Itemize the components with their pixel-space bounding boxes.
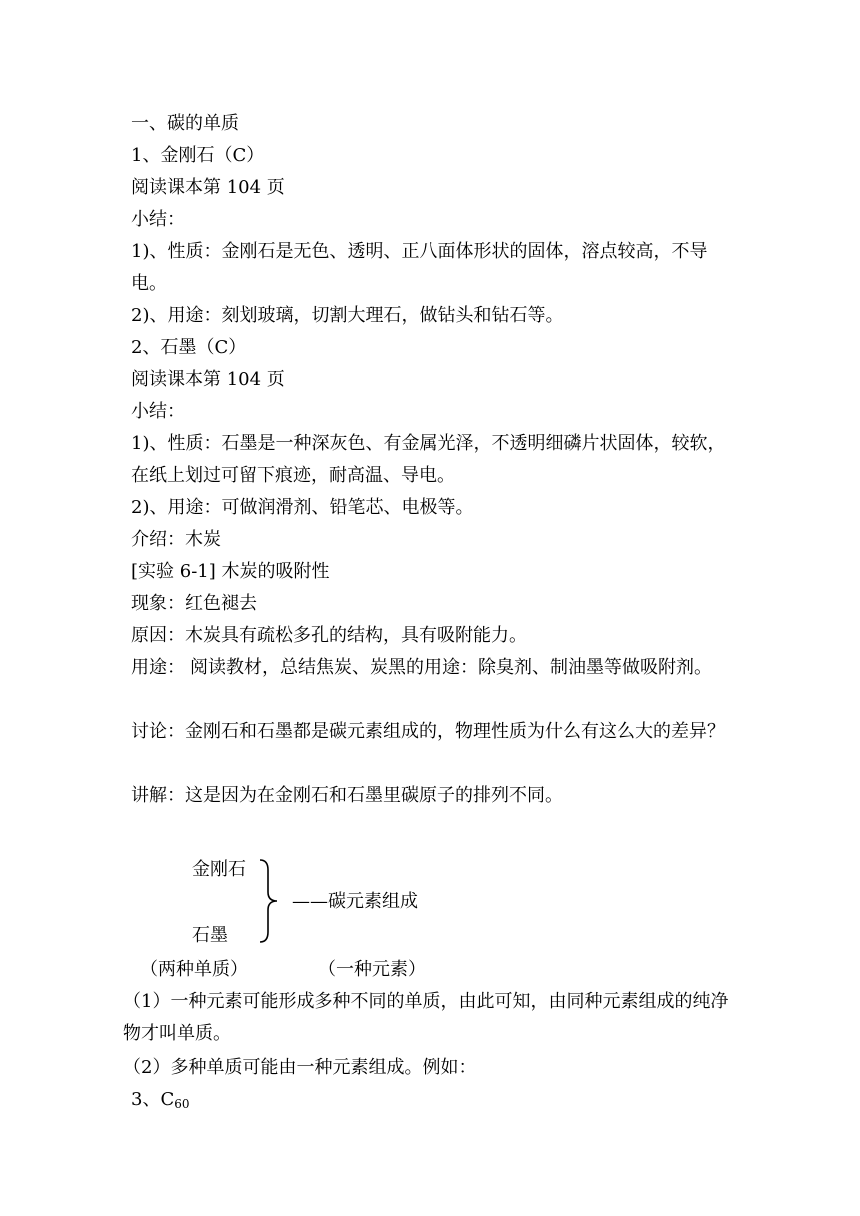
note-1: （1）一种元素可能形成多种不同的单质，由此可知，由同种元素组成的纯净物才叫单质。 — [123, 991, 729, 1044]
experiment-title: [实验 6-1] 木炭的吸附性 — [131, 561, 330, 582]
summary-label-2: 小结： — [131, 401, 185, 422]
graphite-properties: 1)、性质：石墨是一种深灰色、有金属光泽，不透明细磷片状固体，较软，在纸上划过可留下痕迹，耐高温、导电。 — [131, 433, 726, 486]
discussion-text: 金刚石和石墨都是碳元素组成的，物理性质为什么有这么大的差异？ — [185, 721, 725, 742]
reading-note: 阅读课本第 104 页 — [131, 177, 285, 198]
uses-text: 阅读教材，总结焦炭、炭黑的用途：除臭剂、制油墨等做吸附剂。 — [190, 657, 712, 678]
explanation: 讲解：这是因为在金刚石和石墨里碳原子的排列不同。 — [131, 785, 563, 806]
diagram-item-graphite: 石墨 — [192, 925, 228, 946]
diamond-uses: 2)、用途：刻划玻璃，切割大理石，做钻头和钻石等。 — [131, 305, 564, 326]
reading-note-2: 阅读课本第 104 页 — [131, 369, 285, 390]
charcoal-intro: 介绍：木炭 — [131, 529, 221, 550]
uses-paragraph — [131, 652, 741, 684]
diagram-item-diamond: 金刚石 — [192, 859, 246, 880]
phenomenon: 现象：红色褪去 — [131, 593, 257, 614]
uses-label: 用途： — [131, 657, 185, 678]
discussion-paragraph — [131, 716, 741, 748]
diagram-caption-right: （一种元素） — [318, 959, 426, 980]
reason: 原因：木炭具有疏松多孔的结构，具有吸附能力。 — [131, 625, 527, 646]
section-heading: 一、碳的单质 — [131, 113, 239, 134]
c60-prefix: 3、C — [131, 1089, 175, 1110]
c60-subscript: 60 — [174, 1097, 190, 1111]
discussion-label: 讨论： — [131, 721, 185, 742]
c60-heading — [131, 1088, 190, 1112]
diamond-properties: 1)、性质：金刚石是无色、透明、正八面体形状的固体，溶点较高，不导电。 — [131, 241, 708, 294]
diamond-heading: 1、金刚石（C） — [131, 145, 265, 166]
graphite-heading: 2、石墨（C） — [131, 337, 247, 358]
right-brace-icon — [258, 858, 280, 944]
diagram-caption-left: （两种单质） — [140, 959, 248, 980]
graphite-uses: 2)、用途：可做润滑剂、铅笔芯、电极等。 — [131, 497, 474, 518]
diagram-result: ——碳元素组成 — [292, 891, 418, 912]
note-2: （2）多种单质可能由一种元素组成。例如： — [123, 1057, 477, 1078]
summary-label: 小结： — [131, 209, 185, 230]
